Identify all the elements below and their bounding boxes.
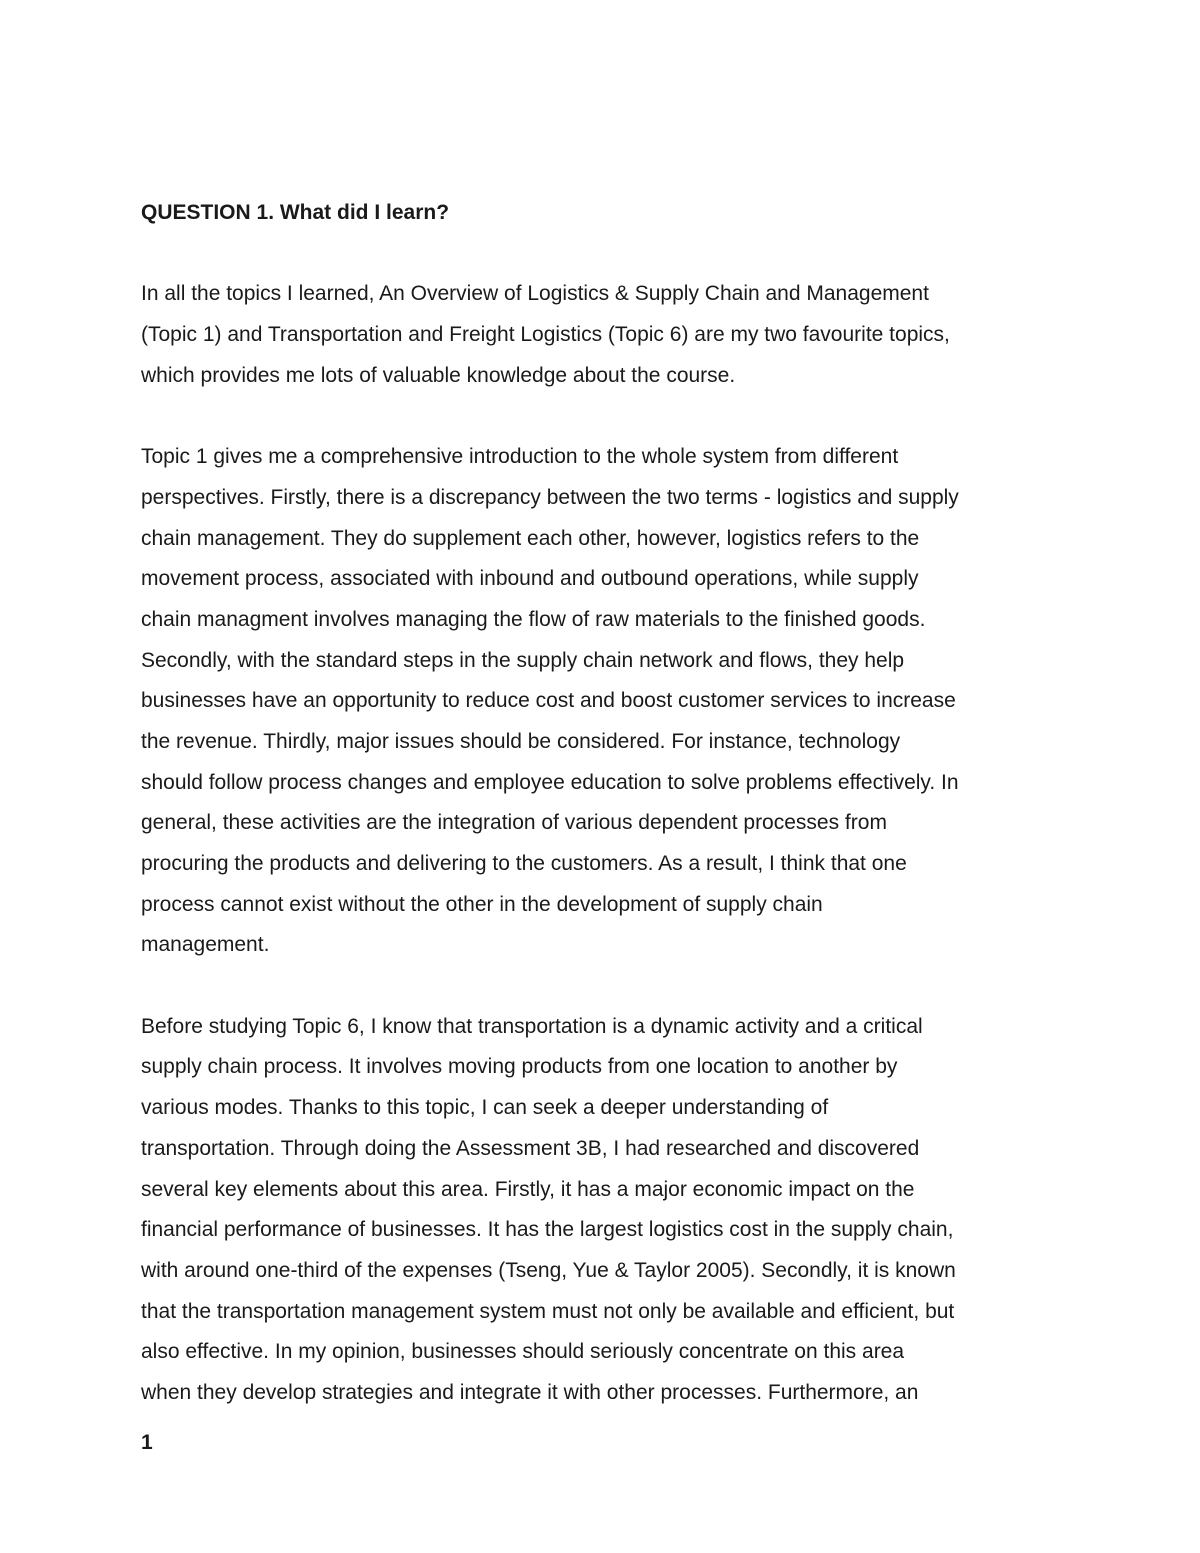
text-line: that the transportation management system must not only be available and efficient, but [141, 1299, 955, 1323]
text-line: transportation. Through doing the Assessment 3B, I had researched and discovered [141, 1136, 920, 1160]
text-line: chain management. They do supplement each other, however, logistics refers to the [141, 526, 920, 550]
paragraph-intro [141, 274, 1071, 396]
text-line: businesses have an opportunity to reduce cost and boost customer services to increase [141, 689, 956, 713]
paragraph-spacer [141, 966, 1071, 1007]
text-line: the revenue. Thirdly, major issues should be considered. For instance, technology [141, 729, 901, 753]
text-line: also effective. In my opinion, businesses should seriously concentrate on this area [141, 1340, 905, 1364]
text-line: Before studying Topic 6, I know that transportation is a dynamic activity and a critical [141, 1014, 923, 1038]
text-line: Secondly, with the standard steps in the supply chain network and flows, they help [141, 648, 905, 672]
text-line: supply chain process. It involves moving products from one location to another by [141, 1055, 898, 1079]
text-line: which provides me lots of valuable knowledge about the course. [141, 363, 736, 387]
text-line: Topic 1 gives me a comprehensive introduction to the whole system from different [141, 445, 899, 469]
text-line: various modes. Thanks to this topic, I can seek a deeper understanding of [141, 1096, 829, 1120]
text-line: chain managment involves managing the flow of raw materials to the finished goods. [141, 607, 926, 631]
paragraph-topic-6 [141, 1007, 1071, 1414]
text-line: perspectives. Firstly, there is a discrepancy between the two terms - logistics and supply [141, 485, 959, 509]
text-line: financial performance of businesses. It has the largest logistics cost in the supply chain, [141, 1218, 954, 1242]
text-line: procuring the products and delivering to the customers. As a result, I think that one [141, 852, 907, 875]
paragraph-spacer [141, 396, 1071, 437]
text-line: movement process, associated with inbound and outbound operations, while supply [141, 567, 919, 591]
question-heading: QUESTION 1. What did I learn? [141, 201, 450, 224]
text-line: process cannot exist without the other in the development of supply chain [141, 892, 823, 916]
text-line: when they develop strategies and integrate it with other processes. Furthermore, an [141, 1380, 919, 1404]
document-body [141, 193, 1071, 1414]
paragraph-spacer [141, 234, 1071, 275]
text-line: management. [141, 933, 270, 957]
paragraph-topic-1 [141, 437, 1071, 966]
text-line: In all the topics I learned, An Overview of Logistics & Supply Chain and Management [141, 282, 929, 306]
text-line: with around one-third of the expenses (Tseng, Yue & Taylor 2005). Secondly, it is known [141, 1258, 956, 1282]
text-line: should follow process changes and employee education to solve problems effectively. In [141, 770, 959, 794]
page-number: 1 [141, 1431, 153, 1454]
text-line: several key elements about this area. Firstly, it has a major economic impact on the [141, 1177, 915, 1201]
text-line: general, these activities are the integration of various dependent processes from [141, 811, 887, 835]
text-line: (Topic 1) and Transportation and Freight Logistics (Topic 6) are my two favourite topics, [141, 323, 950, 347]
